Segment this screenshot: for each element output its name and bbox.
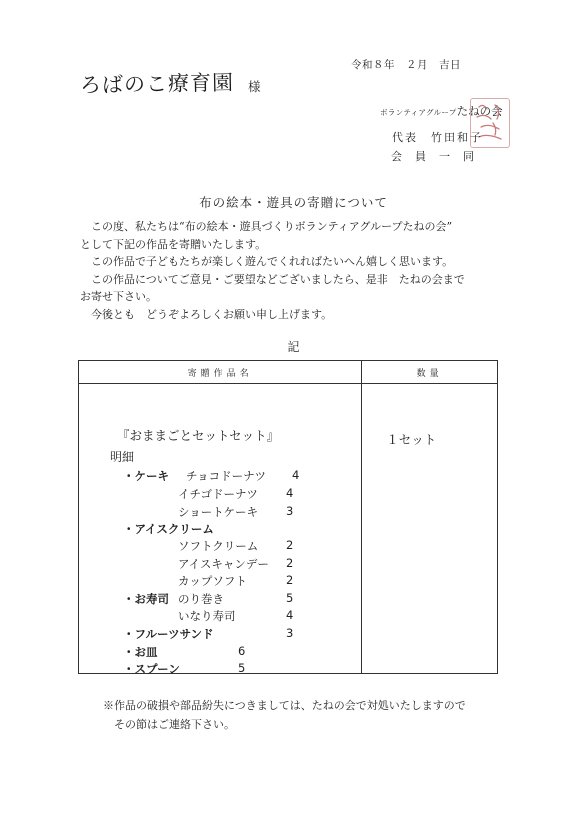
body-line: この作品で子どもたちが楽しく遊んでくれればたいへん嬉しく思います。 <box>80 255 454 269</box>
category-label: ・スプーン <box>123 662 180 676</box>
representative: 代表 竹田和子 <box>392 131 483 144</box>
item-name: アイスキャンデー <box>178 557 269 571</box>
item-qty: 4 <box>286 486 294 500</box>
category-label: ・フルーツサンド <box>123 627 214 641</box>
item-qty: 3 <box>286 626 294 640</box>
item-name: ショートケーキ <box>178 505 259 519</box>
col-header-name: 寄贈作品名 <box>79 361 362 384</box>
body-line: この度、私たちは“布の絵本・遊具づくりボランティアグループたねの会” <box>80 220 453 233</box>
item-qty: 4 <box>286 608 294 622</box>
item-name: いなり寿司 <box>178 609 236 623</box>
category-label: ・お寿司 <box>123 592 169 606</box>
item-name: カップソフト <box>178 574 247 588</box>
body-line: 今後とも どうぞよろしくお願い申し上げます。 <box>80 307 333 321</box>
qty-cell <box>362 384 498 674</box>
names-cell <box>79 384 362 674</box>
item-qty: 4 <box>292 468 300 482</box>
detail-label: 明細 <box>110 450 135 464</box>
group-name: たねの会 <box>456 104 503 118</box>
item-name: ソフトクリーム <box>178 539 259 553</box>
item-qty: 3 <box>286 504 294 518</box>
footer-note <box>103 696 466 734</box>
donation-table <box>78 360 498 674</box>
body-line: お寄せ下さい。 <box>80 290 157 304</box>
members-line: 会 員 一 同 <box>391 150 475 163</box>
letter-title: 布の絵本・遊具の寄贈について <box>199 195 388 210</box>
table-row <box>79 384 498 674</box>
body-line: として下記の作品を寄贈いたします。 <box>80 237 267 251</box>
item-name: イチゴドーナツ <box>178 487 258 501</box>
letter-date: 令和８年 ２月 吉日 <box>351 59 461 71</box>
col-header-qty: 数量 <box>362 361 498 384</box>
note-line: ※作品の破損や部品紛失につきましては、たねの会で対処いたしますので <box>103 699 466 712</box>
item-qty: 5 <box>286 591 294 605</box>
item-qty: 2 <box>286 538 294 552</box>
total-qty: １セット <box>386 432 437 447</box>
item-qty: 2 <box>286 573 294 587</box>
item-name: チョコドーナツ <box>186 469 267 483</box>
item-qty: 2 <box>286 556 294 570</box>
item-qty: 5 <box>238 661 246 675</box>
ki-heading: 記 <box>287 340 300 354</box>
recipient-honorific: 様 <box>248 79 261 94</box>
category-label: ・アイスクリーム <box>123 522 214 536</box>
recipient-name: ろばのこ療育園 <box>79 70 235 98</box>
item-name: のり巻き <box>178 592 224 606</box>
letter-body <box>80 218 520 324</box>
body-line: この作品についてご意見・ご要望などございましたら、是非 たねの会まで <box>80 272 465 286</box>
item-qty: 6 <box>238 644 246 658</box>
category-label: ・ケーキ <box>123 469 169 483</box>
note-line: その節はご連絡下さい。 <box>103 718 235 731</box>
table-header-row <box>79 361 498 384</box>
set-name: 『おままごとセットセット』 <box>117 428 280 443</box>
category-label: ・お皿 <box>123 645 158 659</box>
group-prefix: ボランティアグループ <box>380 108 457 117</box>
